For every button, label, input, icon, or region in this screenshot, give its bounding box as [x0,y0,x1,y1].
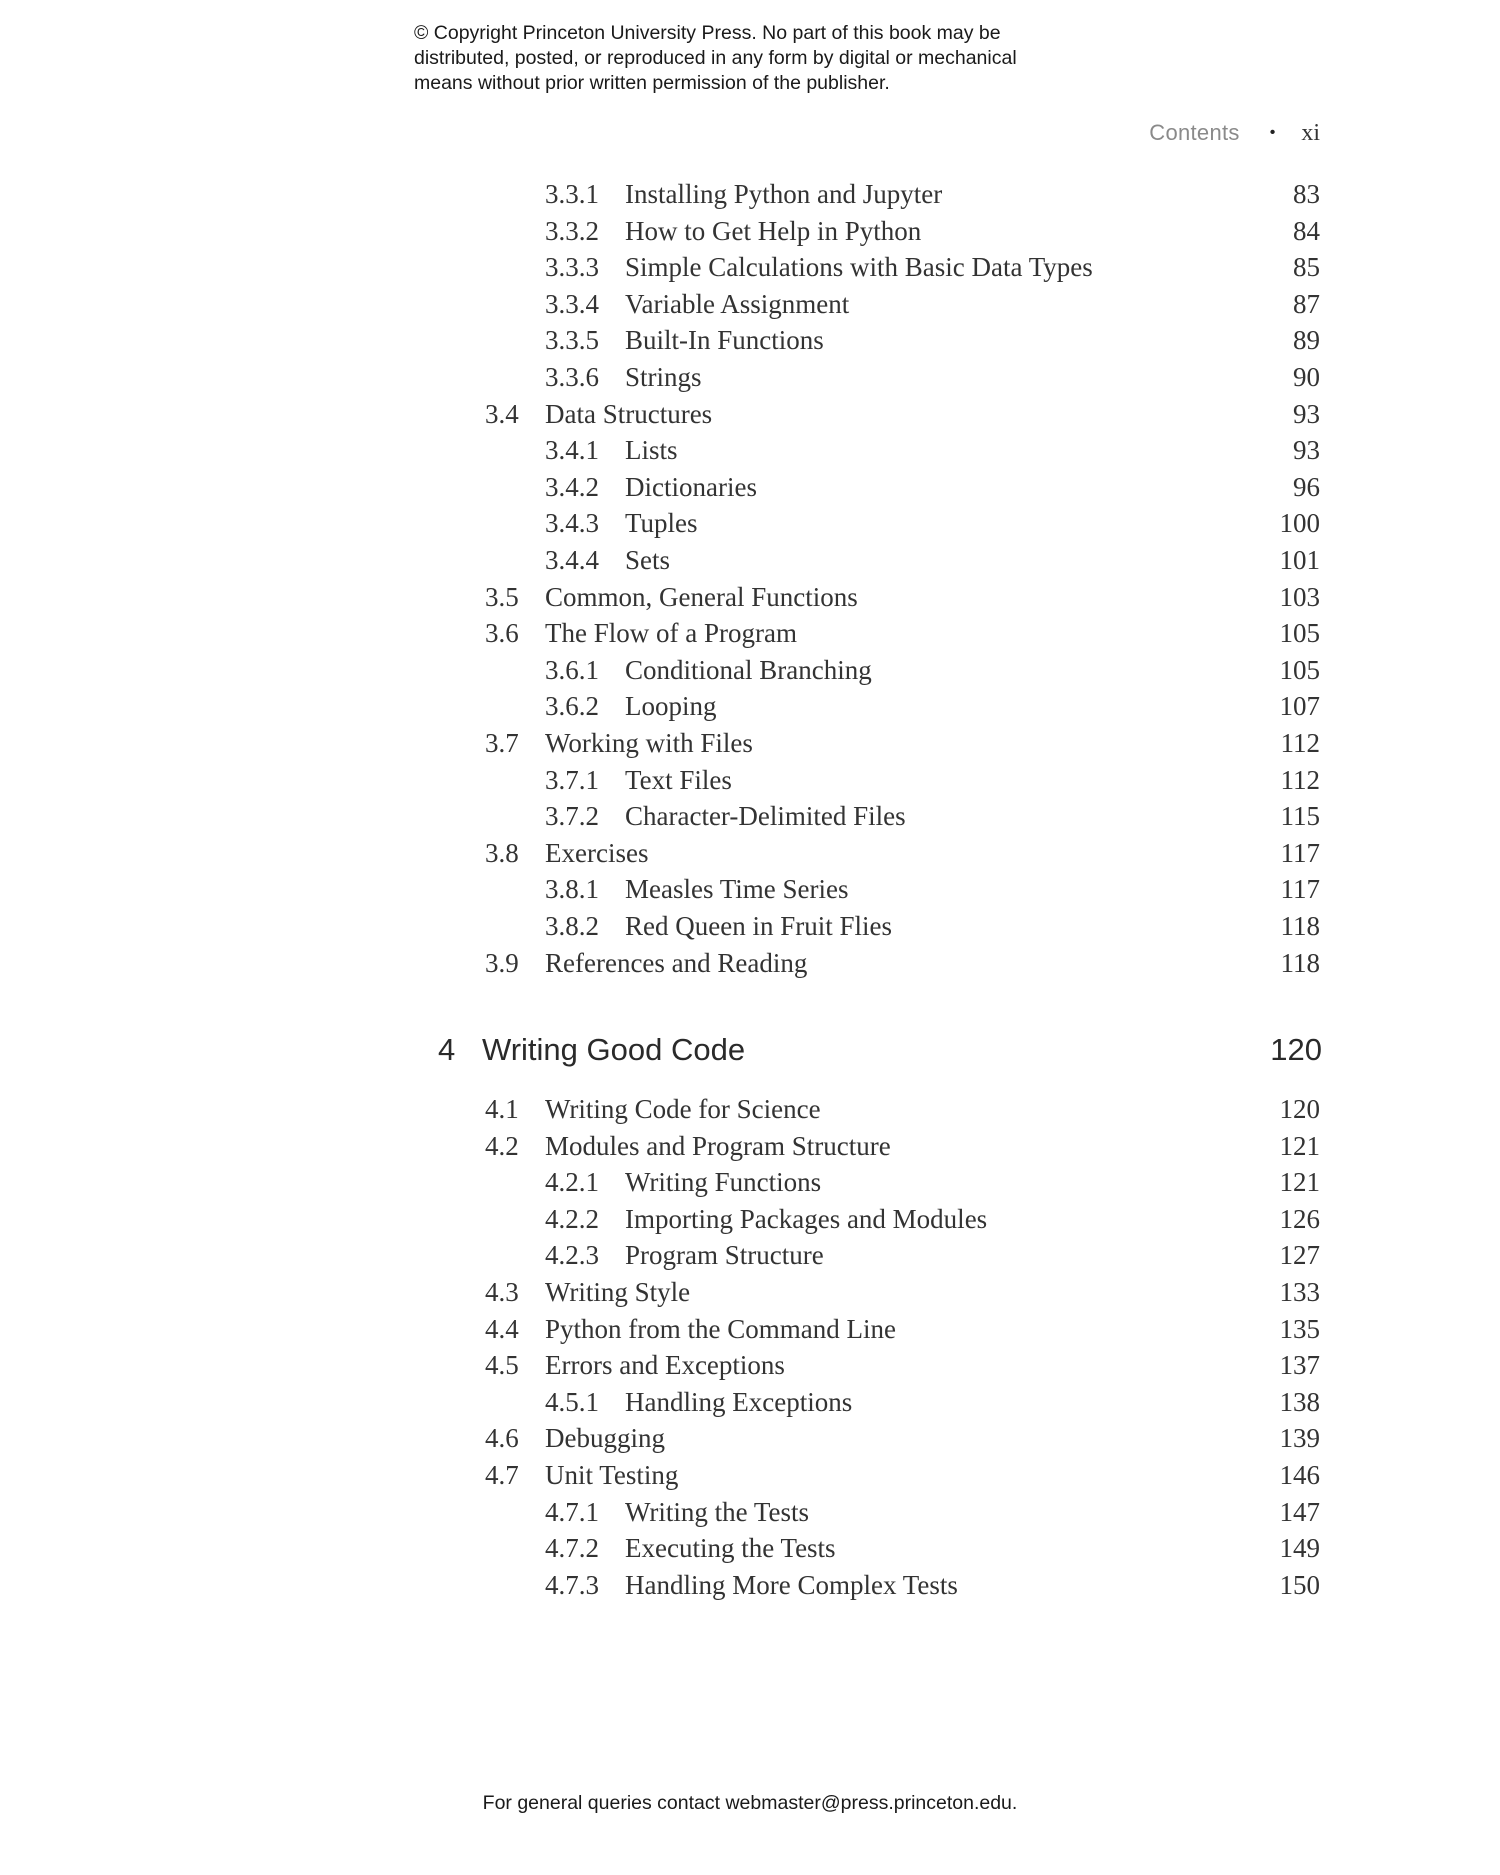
toc-entry [0,360,1500,394]
toc-entry-page: 146 [1279,1460,1320,1490]
toc-entry-title: Executing the Tests [625,1533,836,1564]
toc-entry-number: 3.3.5 [545,325,599,356]
toc-entry-number: 3.4.4 [545,545,599,575]
toc-entry-title: Dictionaries [625,471,757,502]
toc-entry-number: 3.7 [485,728,519,758]
toc-entry-title: Common, General Functions [545,581,858,612]
toc-entry-page: 117 [1280,837,1320,868]
toc-entry-title: Unit Testing [545,1460,679,1490]
toc-entry [0,506,1500,540]
toc-entry-title: Conditional Branching [625,654,872,685]
toc-entry [0,1568,1500,1602]
toc-entry-number: 4.7.2 [545,1533,599,1564]
toc-entry-title: Handling Exceptions [625,1386,853,1417]
toc-entry-title: How to Get Help in Python [625,215,922,246]
toc-entry-page: 149 [1279,1533,1320,1564]
toc-entry [0,1312,1500,1346]
toc-entry-title: Writing the Tests [625,1496,810,1527]
toc-entry [0,470,1500,504]
copyright-line: means without prior written permission of the publisher. [414,72,890,94]
toc-entry-page: 147 [1279,1496,1320,1527]
toc-entry-page: 126 [1279,1203,1320,1234]
toc-entry [0,1092,1500,1126]
running-head-bullet: • [1269,124,1276,141]
toc-entry-page: 120 [1279,1094,1320,1124]
toc-entry-number: 4.6 [485,1423,519,1454]
chapter-title: Writing Good Code [482,1032,746,1067]
toc-entry-page: 121 [1279,1167,1320,1198]
toc-entry [0,1495,1500,1529]
toc-entry-number: 4.2.1 [545,1167,599,1198]
toc-entry-page: 150 [1279,1569,1320,1600]
toc-entry-number: 3.3.1 [545,179,599,209]
toc-entry-page: 96 [1293,471,1320,502]
toc-entry [0,250,1500,284]
toc-entry-page: 83 [1293,179,1320,209]
running-head-title: Contents [1149,120,1240,145]
copyright-line: distributed, posted, or reproduced in any form by digital or mechanical [414,47,1017,69]
toc-entry-number: 4.1 [485,1094,519,1124]
toc-entry-page: 139 [1279,1423,1320,1454]
toc-entry-title: Importing Packages and Modules [625,1203,988,1234]
toc-entry-page: 112 [1280,728,1320,758]
toc-entry-number: 3.9 [485,947,519,978]
toc-entry [0,946,1500,980]
toc-entry-title: Character-Delimited Files [625,801,906,832]
toc-entry [0,543,1500,577]
toc-entry-title: The Flow of a Program [545,618,797,649]
toc-entry-title: Looping [625,691,717,722]
toc-entry-page: 101 [1279,545,1320,575]
toc-entry-page: 93 [1293,398,1320,429]
toc-entry-number: 3.4 [485,398,519,429]
toc-entry-page: 103 [1279,581,1320,612]
toc-entry-number: 4.3 [485,1277,519,1307]
toc-entry-number: 3.8.1 [545,874,599,905]
toc-entry-number: 3.4.3 [545,508,599,539]
toc-entry-page: 90 [1293,362,1320,392]
toc-entry-title: References and Reading [545,947,808,978]
toc-entry-page: 135 [1279,1313,1320,1344]
toc-entry [0,616,1500,650]
toc-entry [0,1275,1500,1309]
toc-entry-title: Python from the Command Line [545,1313,896,1344]
toc-entry-number: 3.3.4 [545,288,599,319]
toc-entry-page: 118 [1280,947,1320,978]
running-head-page-number: xi [1301,119,1320,146]
toc-entry-number: 3.6 [485,618,519,649]
toc-entry-page: 93 [1293,435,1320,466]
copyright-line: © Copyright Princeton University Press. No part of this book may be [414,22,1001,44]
toc-entry-number: 3.4.1 [545,435,599,466]
toc-entry-title: Sets [625,545,671,575]
toc-entry-number: 3.4.2 [545,471,599,502]
toc-entry [0,177,1500,211]
toc-entry-number: 4.5 [485,1350,519,1381]
toc-entry [0,214,1500,248]
toc-entry-number: 3.8 [485,837,519,868]
toc-entry-page: 137 [1279,1350,1320,1381]
toc-entry [0,1129,1500,1163]
toc-entry-title: Writing Style [545,1277,691,1307]
toc-entry-title: Writing Code for Science [545,1094,821,1124]
toc-entry-title: Text Files [625,764,732,795]
toc-entry-number: 4.7.3 [545,1569,599,1600]
toc-entry-number: 4.4 [485,1313,519,1344]
toc-entry-title: Errors and Exceptions [545,1350,785,1381]
toc-entry-number: 3.3.6 [545,362,599,392]
toc-entry [0,763,1500,797]
toc-entry [0,1348,1500,1382]
toc-entry-page: 112 [1280,764,1320,795]
toc-entry-number: 3.6.2 [545,691,599,722]
toc-entry-page: 105 [1279,654,1320,685]
toc-entry [0,397,1500,431]
toc-chapter-heading [0,1030,1500,1070]
toc-entry [0,1458,1500,1492]
toc-entry-title: Simple Calculations with Basic Data Types [625,252,1093,283]
chapter-page-number: 120 [1270,1032,1322,1067]
toc-entry-page: 107 [1279,691,1320,722]
toc-entry-title: Modules and Program Structure [545,1130,891,1161]
running-head [1149,118,1320,148]
toc-entry-title: Tuples [625,508,698,539]
toc-entry-number: 3.5 [485,581,519,612]
toc-entry-number: 3.6.1 [545,654,599,685]
toc-entry-page: 115 [1280,801,1320,832]
toc-entry-title: Exercises [545,837,649,868]
toc-entry-number: 4.5.1 [545,1386,599,1417]
toc-entry-title: Built-In Functions [625,325,824,356]
toc-entry-number: 3.7.1 [545,764,599,795]
toc-entry [0,836,1500,870]
toc-entry-number: 3.7.2 [545,801,599,832]
toc-entry [0,799,1500,833]
toc-entry-title: Lists [625,435,678,466]
toc-entry-title: Strings [625,362,702,392]
toc-entry-title: Installing Python and Jupyter [625,179,943,209]
toc-entry-title: Data Structures [545,398,713,429]
toc-entry-page: 117 [1280,874,1320,905]
toc-entry-title: Red Queen in Fruit Flies [625,911,892,941]
toc-entry [0,287,1500,321]
toc-entry-page: 138 [1279,1386,1320,1417]
toc-entry [0,433,1500,467]
toc-entry [0,653,1500,687]
toc-entry [0,580,1500,614]
toc-entry-number: 3.3.3 [545,252,599,283]
toc-entry [0,1385,1500,1419]
chapter-number: 4 [438,1032,456,1067]
toc-entry-page: 121 [1279,1130,1320,1161]
toc-entry [0,1531,1500,1565]
toc-entry-title: Program Structure [625,1240,824,1271]
toc-entry-number: 3.8.2 [545,911,599,941]
toc-entry [0,872,1500,906]
toc-entry-title: Writing Functions [625,1167,822,1198]
toc-entry-page: 84 [1293,215,1320,246]
toc-entry-page: 100 [1279,508,1320,539]
toc-entry-page: 85 [1293,252,1320,283]
toc-entry [0,689,1500,723]
toc-entry [0,1202,1500,1236]
toc-entry-number: 4.7.1 [545,1496,599,1527]
toc-entry-number: 4.2 [485,1130,519,1161]
toc-entry-page: 133 [1279,1277,1320,1307]
toc-entry-page: 87 [1293,288,1320,319]
toc-entry-number: 4.7 [485,1460,519,1490]
toc-entry-page: 105 [1279,618,1320,649]
toc-entry-page: 118 [1280,911,1320,941]
toc-entry [0,323,1500,357]
toc-entry [0,1238,1500,1272]
toc-entry [0,726,1500,760]
toc-entry-number: 3.3.2 [545,215,599,246]
toc-entry-number: 4.2.3 [545,1240,599,1271]
toc-entry-page: 89 [1293,325,1320,356]
toc-entry-title: Handling More Complex Tests [625,1569,958,1600]
copyright-notice [414,21,1114,96]
toc-entry-title: Working with Files [545,728,753,758]
footer-text: For general queries contact webmaster@press.princeton.edu. [482,1792,1018,1814]
toc-entry-title: Variable Assignment [625,288,850,319]
toc-entry-title: Measles Time Series [625,874,849,905]
toc-entry [0,1421,1500,1455]
toc-entry-title: Debugging [545,1423,665,1454]
page-footer [0,1792,1500,1815]
toc-entry-number: 4.2.2 [545,1203,599,1234]
toc-entry [0,1165,1500,1199]
toc-entry [0,909,1500,943]
toc-entry-page: 127 [1279,1240,1320,1271]
